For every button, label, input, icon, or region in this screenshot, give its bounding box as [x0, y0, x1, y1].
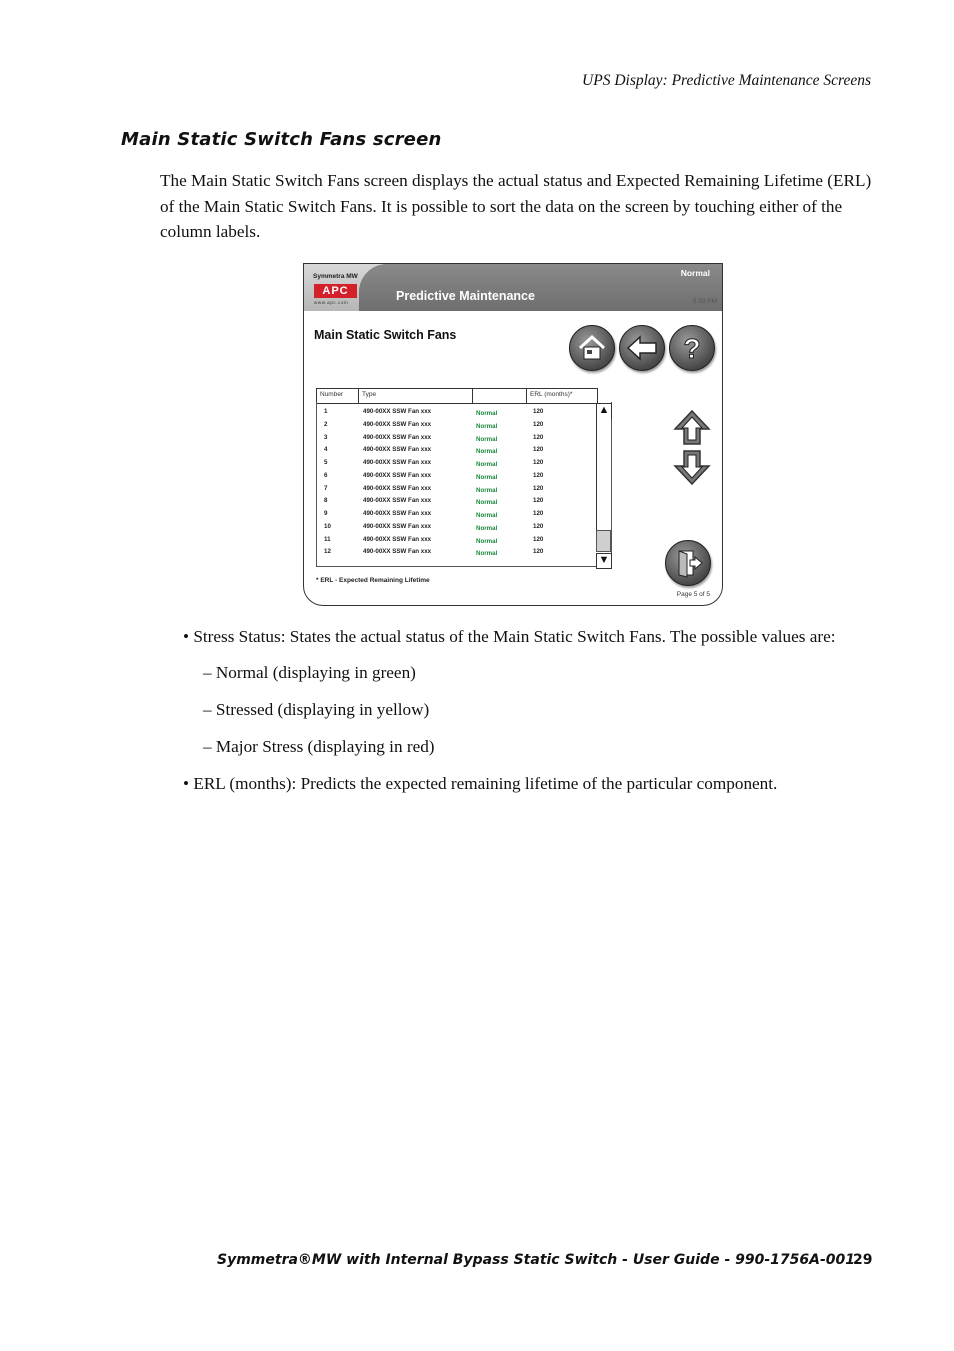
row-erl: 120	[533, 497, 544, 505]
row-erl: 120	[533, 446, 544, 454]
intro-paragraph: The Main Static Switch Fans screen displays the actual status and Expected Remaining Lifetime (ERL) of the Main Static Switch Fans. It is possible to sort the data on the screen by touching either of the column labels.	[160, 171, 872, 241]
logo-url: www.apc.com	[314, 300, 349, 305]
apc-logo: APC	[314, 284, 357, 298]
row-status: Normal	[476, 499, 498, 507]
table-row[interactable]	[317, 483, 597, 496]
column-erl[interactable]: ERL (months)*	[530, 391, 573, 398]
row-status: Normal	[476, 512, 498, 519]
table-row[interactable]	[317, 432, 597, 445]
table-rows	[317, 406, 597, 559]
running-header: UPS Display: Predictive Maintenance Screens	[582, 72, 871, 89]
page-down-button[interactable]	[673, 448, 711, 486]
row-number: 11	[324, 535, 331, 543]
row-type: 490-00XX SSW Fan xxx	[363, 535, 432, 543]
table-body	[316, 402, 612, 567]
row-status: Normal	[476, 550, 498, 558]
question-icon	[670, 326, 714, 370]
table-row[interactable]	[317, 419, 597, 432]
page-indicator: Page 5 of 5	[676, 591, 710, 598]
column-type[interactable]: Type	[359, 389, 473, 403]
bullet-erl: • ERL (months): Predicts the expected remaining lifetime of the particular component.	[183, 774, 778, 793]
page-up-button[interactable]	[673, 409, 711, 447]
row-erl: 120	[533, 459, 544, 466]
erl-footnote: * ERL - Expected Remaining Lifetime	[316, 577, 430, 584]
row-status: Normal	[476, 537, 498, 545]
table-row[interactable]	[317, 521, 597, 534]
table-row[interactable]	[317, 444, 597, 457]
system-status[interactable]: Normal	[680, 268, 710, 278]
row-number: 3	[324, 433, 328, 441]
row-type: 490-00XX SSW Fan xxx	[363, 408, 432, 415]
row-status: Normal	[476, 448, 498, 456]
row-type: 490-00XX SSW Fan xxx	[363, 471, 432, 479]
table-row[interactable]	[317, 508, 597, 521]
row-status: Normal	[476, 486, 498, 494]
row-type: 490-00XX SSW Fan xxx	[363, 433, 432, 441]
scroll-up-button[interactable]: ▲	[596, 403, 612, 419]
table-row[interactable]	[317, 495, 597, 508]
header-bar	[359, 264, 722, 311]
column-number[interactable]: Number	[317, 389, 359, 403]
row-number: 8	[324, 497, 328, 505]
row-status: Normal	[476, 473, 498, 481]
row-type: 490-00XX SSW Fan xxx	[363, 459, 432, 466]
down-arrow-icon	[673, 448, 711, 486]
row-type: 490-00XX SSW Fan xxx	[363, 446, 432, 454]
row-type: 490-00XX SSW Fan xxx	[363, 548, 432, 556]
brand-label: Symmetra MW	[313, 273, 358, 280]
row-number: 6	[324, 471, 328, 479]
row-erl: 120	[533, 522, 544, 530]
scrollbar-thumb[interactable]	[596, 530, 611, 552]
row-number: 2	[324, 420, 328, 428]
row-type: 490-00XX SSW Fan xxx	[363, 510, 432, 517]
up-arrow-icon	[673, 409, 711, 447]
sub-item-normal: – Normal (displaying in green)	[203, 663, 416, 682]
row-status: Normal	[476, 435, 498, 443]
column-status[interactable]	[473, 389, 527, 403]
row-type: 490-00XX SSW Fan xxx	[363, 522, 432, 530]
table-row[interactable]	[317, 457, 597, 470]
table-row[interactable]	[317, 470, 597, 483]
row-erl: 120	[533, 510, 544, 517]
exit-button[interactable]	[665, 540, 711, 586]
back-arrow-icon	[620, 326, 664, 370]
home-button[interactable]	[569, 325, 615, 371]
row-number: 5	[324, 459, 328, 466]
row-status: Normal	[476, 461, 498, 468]
row-number: 7	[324, 484, 328, 492]
svg-text:?: ?	[683, 333, 701, 364]
sub-item-major-stress: – Major Stress (displaying in red)	[203, 737, 435, 756]
row-type: 490-00XX SSW Fan xxx	[363, 497, 432, 505]
home-icon	[570, 326, 614, 370]
row-erl: 120	[533, 548, 544, 556]
screen-title: Main Static Switch Fans	[314, 328, 457, 342]
row-status: Normal	[476, 422, 498, 430]
row-number: 9	[324, 510, 328, 517]
row-type: 490-00XX SSW Fan xxx	[363, 420, 432, 428]
table-row[interactable]	[317, 546, 597, 559]
footer-title: Symmetra®MW with Internal Bypass Static Switch - User Guide - 990-1756A-001	[217, 1252, 855, 1268]
section-title: Main Static Switch Fans screen	[121, 129, 442, 150]
bullet-stress-status: • Stress Status: States the actual status of the Main Static Switch Fans. The possible values are:	[183, 627, 836, 646]
back-button[interactable]	[619, 325, 665, 371]
row-status: Normal	[476, 524, 498, 532]
ups-display-screen	[303, 263, 723, 606]
page-number: 29	[853, 1252, 873, 1268]
help-button[interactable]	[669, 325, 715, 371]
row-number: 10	[324, 522, 331, 530]
row-erl: 120	[533, 484, 544, 492]
table-row[interactable]	[317, 406, 597, 419]
row-number: 4	[324, 446, 328, 454]
exit-door-icon	[666, 541, 710, 585]
row-erl: 120	[533, 433, 544, 441]
row-number: 12	[324, 548, 331, 556]
row-erl: 120	[533, 535, 544, 543]
row-erl: 120	[533, 471, 544, 479]
sub-item-stressed: – Stressed (displaying in yellow)	[203, 700, 430, 719]
row-status: Normal	[476, 410, 498, 417]
row-type: 490-00XX SSW Fan xxx	[363, 484, 432, 492]
row-erl: 120	[533, 420, 544, 428]
table-row[interactable]	[317, 534, 597, 547]
scroll-down-button[interactable]: ▼	[596, 553, 612, 569]
clock: 5:39 PM	[692, 298, 717, 305]
header-title: Predictive Maintenance	[396, 289, 535, 303]
row-erl: 120	[533, 408, 544, 415]
row-number: 1	[324, 408, 328, 415]
